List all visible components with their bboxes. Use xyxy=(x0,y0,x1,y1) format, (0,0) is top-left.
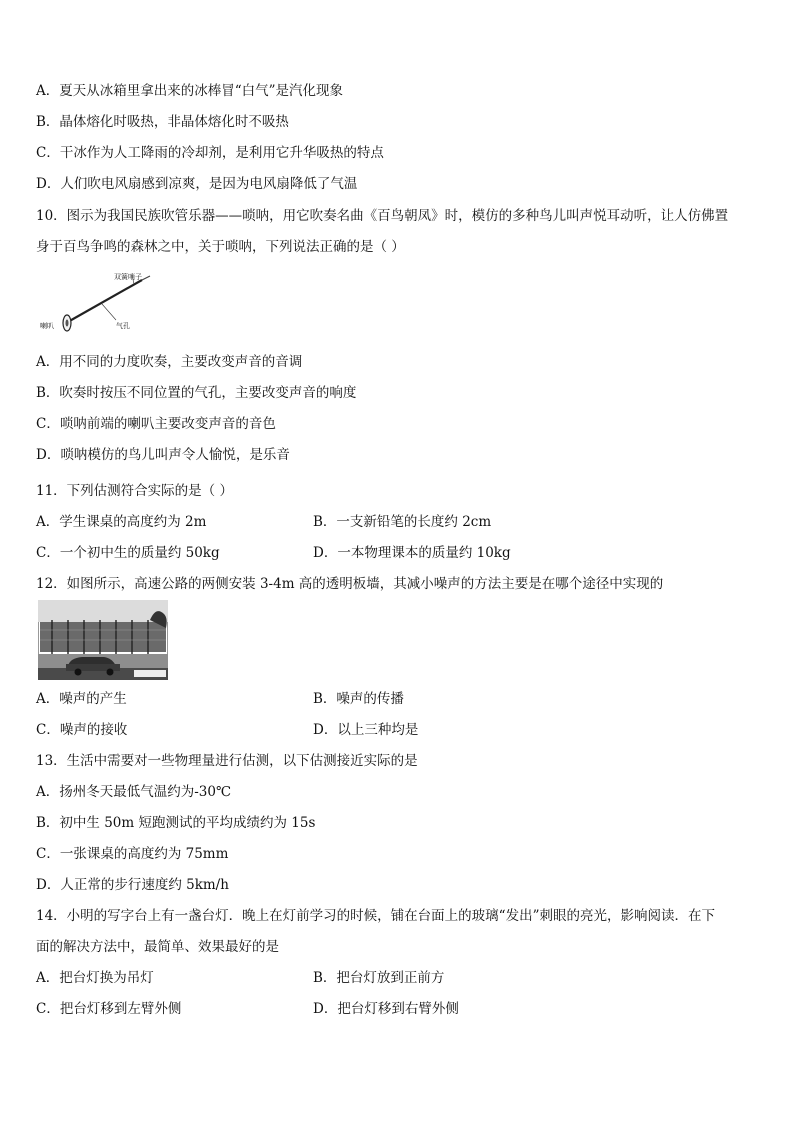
label-bell: 喇叭 xyxy=(40,322,54,330)
q14-stem-line1: 14．小明的写字台上有一盏台灯．晚上在灯前学习的时候，铺在台面上的玻璃“发出”刺眼的亮光，影响阅读．在下 xyxy=(36,908,715,924)
q14-option-c: C．把台灯移到左臂外侧 xyxy=(36,1001,182,1017)
q9-option-c: C．干冰作为人工降雨的冷却剂，是利用它升华吸热的特点 xyxy=(36,145,384,161)
q13-option-a: A．扬州冬天最低气温约为-30℃ xyxy=(36,784,232,800)
transparent-wall xyxy=(40,622,166,652)
q12-option-c: C．噪声的接收 xyxy=(36,722,128,738)
q12-option-a: A．噪声的产生 xyxy=(36,691,127,707)
q10-stem-line2: 身于百鸟争鸣的森林之中，关于唢呐，下列说法正确的是（ ） xyxy=(36,239,405,255)
suona-body xyxy=(66,280,142,323)
q11-option-a: A．学生课桌的高度约为 2m xyxy=(36,514,207,530)
q11-stem: 11．下列估测符合实际的是（ ） xyxy=(36,483,233,499)
q13-stem: 13．生活中需要对一些物理量进行估测，以下估测接近实际的是 xyxy=(36,753,418,769)
label-reed: 双簧哨子 xyxy=(114,273,142,281)
q10-option-a: A．用不同的力度吹奏，主要改变声音的音调 xyxy=(36,354,303,370)
q9-option-d: D．人们吹电风扇感到凉爽，是因为电风扇降低了气温 xyxy=(36,176,358,192)
q10-option-b: B．吹奏时按压不同位置的气孔，主要改变声音的响度 xyxy=(36,385,357,401)
q13-option-b: B．初中生 50m 短跑测试的平均成绩约为 15s xyxy=(36,815,316,831)
q11-option-c: C．一个初中生的质量约 50kg xyxy=(36,545,220,561)
q14-option-a: A．把台灯换为吊灯 xyxy=(36,970,154,986)
suona-reed xyxy=(142,276,150,280)
highway-photo xyxy=(38,600,168,680)
q10-option-c: C．唢呐前端的喇叭主要改变声音的音色 xyxy=(36,416,276,432)
q12-option-b: B．噪声的传播 xyxy=(313,691,404,707)
q11-option-d: D．一本物理课本的质量约 10kg xyxy=(313,545,511,561)
q14-stem-line2: 面的解决方法中，最简单、效果最好的是 xyxy=(36,939,279,955)
q10-option-d: D．唢呐模仿的鸟儿叫声令人愉悦，是乐音 xyxy=(36,447,290,463)
q14-option-b: B．把台灯放到正前方 xyxy=(313,970,445,986)
q14-option-d: D．把台灯移到右臂外侧 xyxy=(313,1001,459,1017)
q9-option-b: B．晶体熔化时吸热，非晶体熔化时不吸热 xyxy=(36,114,289,130)
q12-stem: 12．如图所示，高速公路的两侧安装 3-4m 高的透明板墙，其减小噪声的方法主要是在哪个途径中实现的 xyxy=(36,576,664,592)
suona-figure xyxy=(38,270,158,334)
q10-stem-line1: 10．图示为我国民族吹管乐器——唢呐，用它吹奏名曲《百鸟朝凤》时，模仿的多种鸟儿叫声悦耳动听，让人仿佛置 xyxy=(36,208,729,224)
q12-option-d: D．以上三种均是 xyxy=(313,722,419,738)
q9-option-a: A．夏天从冰箱里拿出来的冰棒冒“白气”是汽化现象 xyxy=(36,83,344,99)
label-hole: 气孔 xyxy=(116,322,130,330)
q13-option-d: D．人正常的步行速度约 5km/h xyxy=(36,877,229,893)
q11-option-b: B．一支新铅笔的长度约 2cm xyxy=(313,514,492,530)
q13-option-c: C．一张课桌的高度约为 75mm xyxy=(36,846,229,862)
